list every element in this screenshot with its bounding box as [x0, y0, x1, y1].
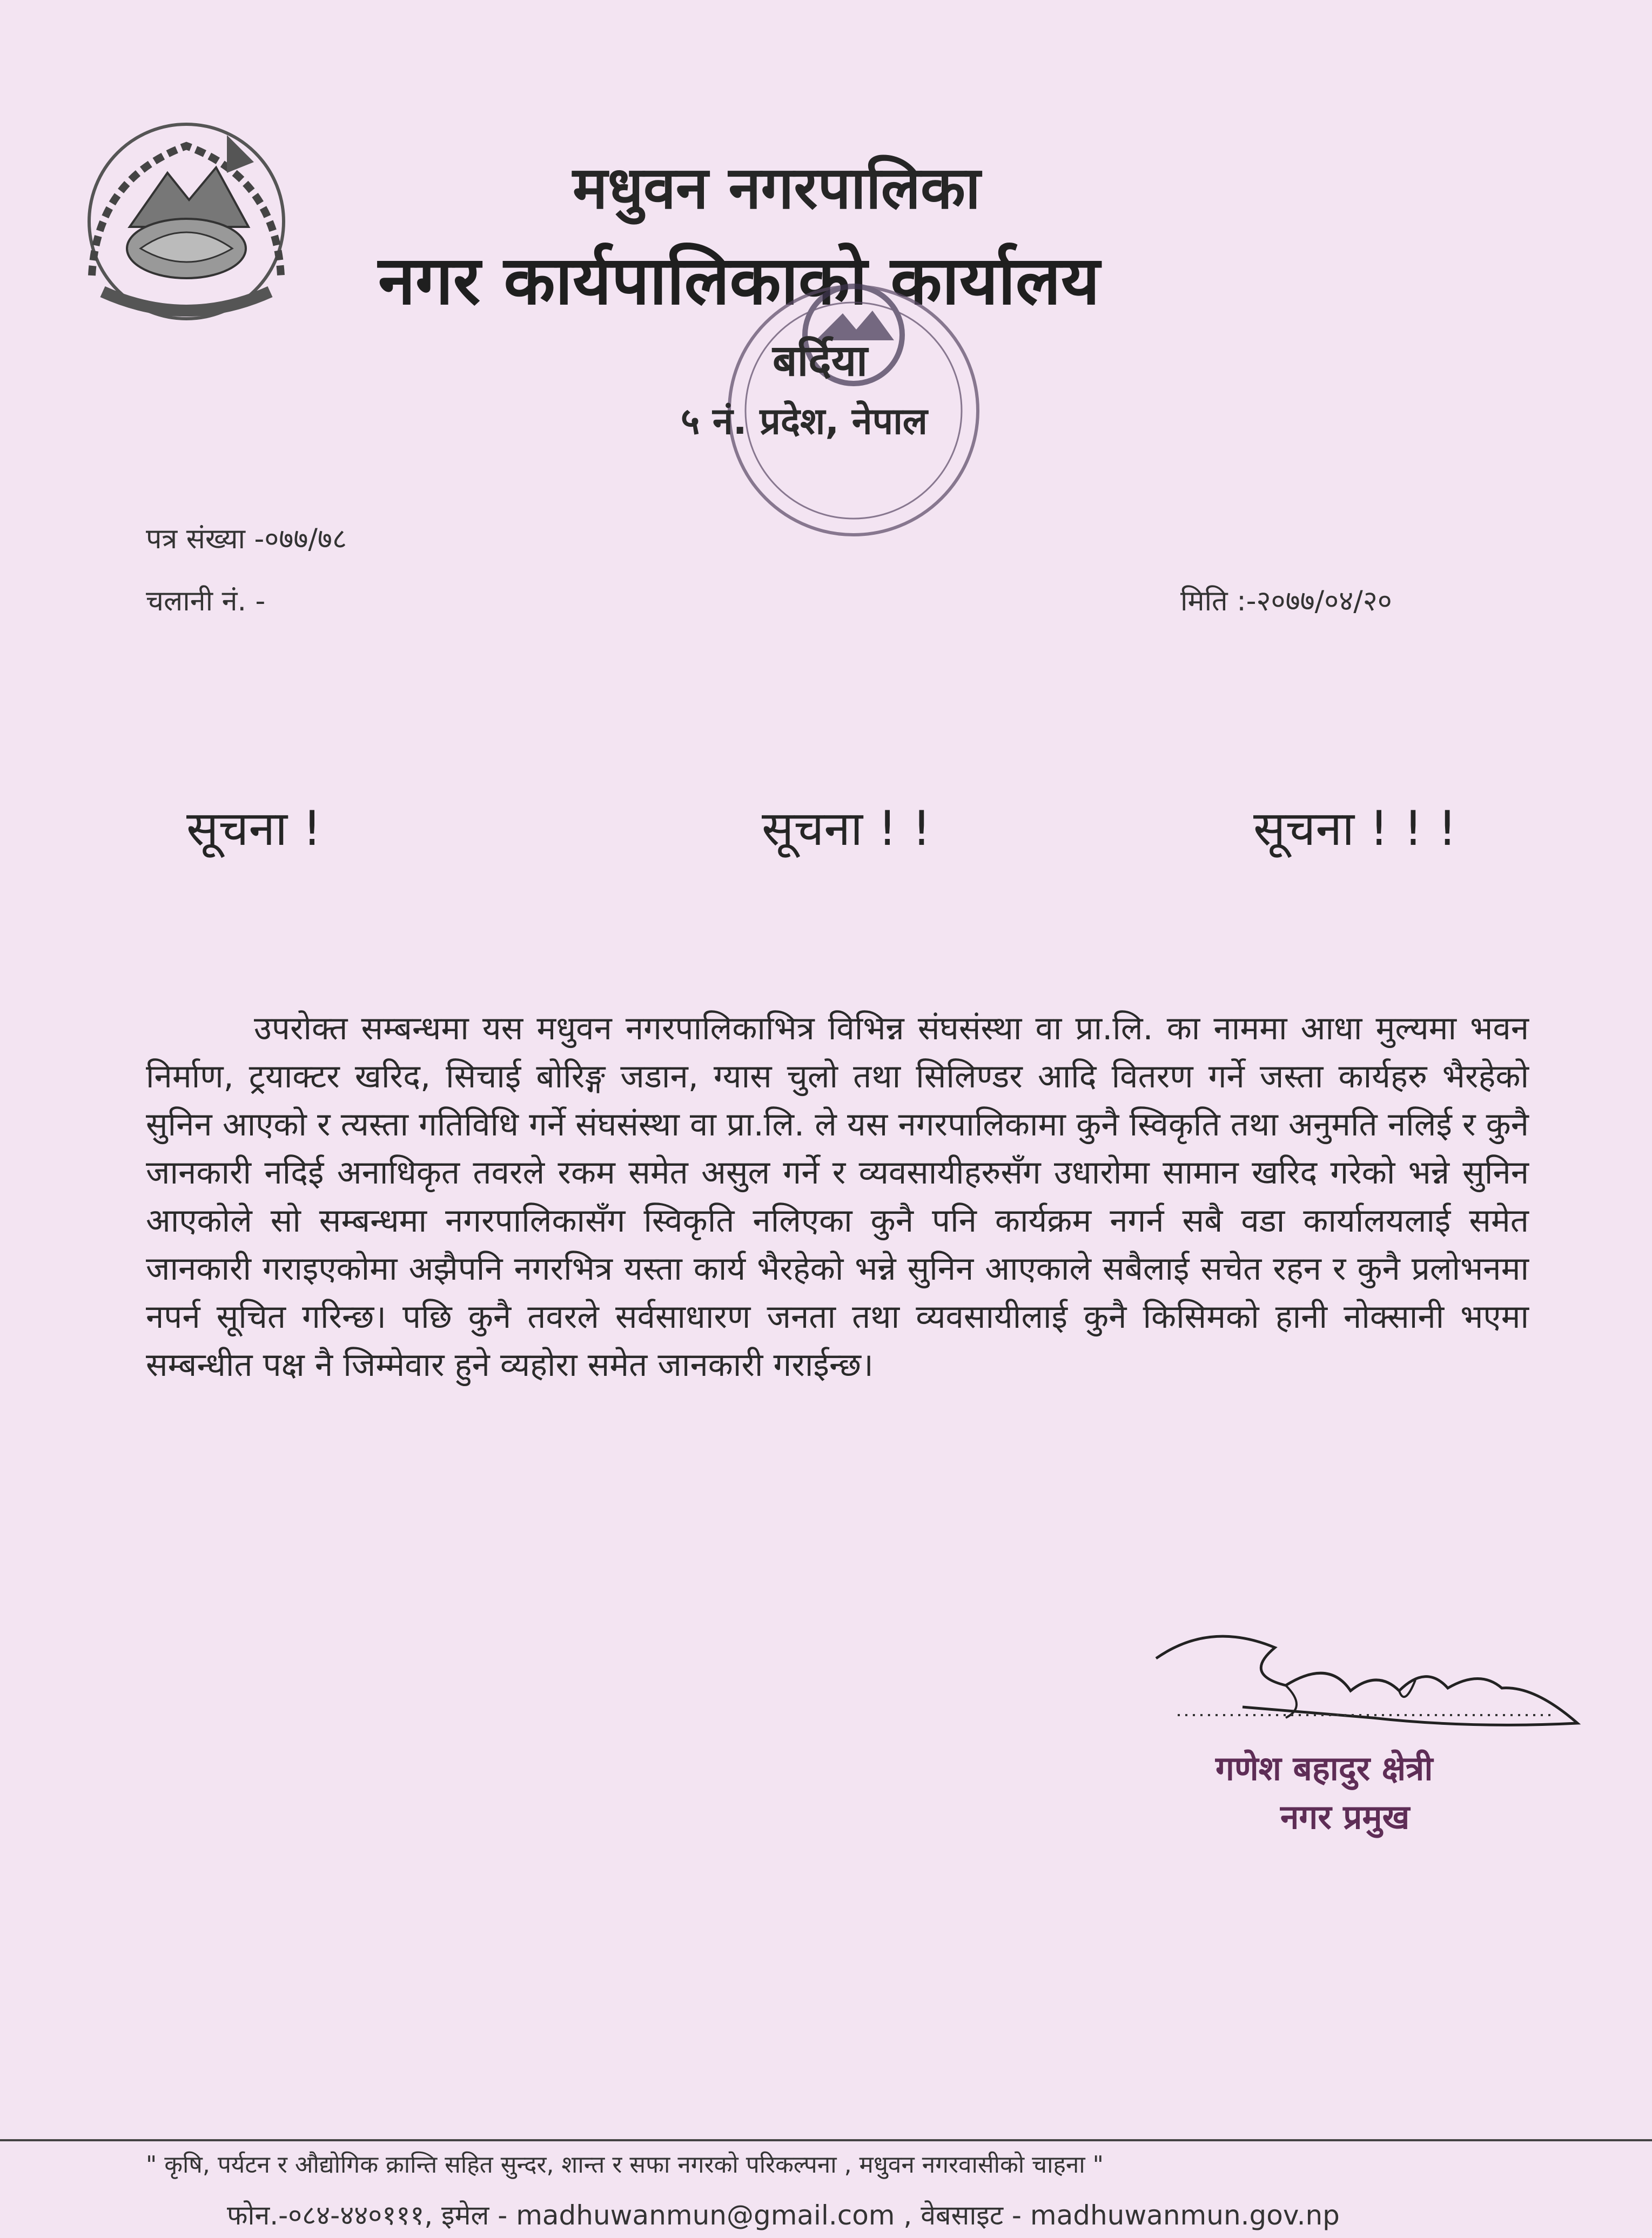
signatory-title: नगर प्रमुख	[1280, 1797, 1410, 1837]
letter-date: मिति :-२०७७/०४/२०	[1180, 585, 1392, 617]
notice-heading-2: सूचना ! !	[762, 801, 931, 856]
notice-heading-1: सूचना !	[186, 801, 322, 856]
footer-contact: फोन.-०८४-४४०१११, इमेल - madhuwanmun@gmail.com , वेबसाइट - madhuwanmun.gov.np	[227, 2200, 1340, 2231]
district-name: बर्दिया	[773, 335, 868, 386]
footer-divider	[0, 2139, 1652, 2141]
province-name: ५ नं. प्रदेश, नेपाल	[681, 400, 928, 443]
signatory-name: गणेश बहादुर क्षेत्री	[1216, 1749, 1433, 1788]
notice-body: उपरोक्त सम्बन्धमा यस मधुवन नगरपालिकाभित्र विभिन्न संघसंस्था वा प्रा.लि. का नाममा आधा मुल्यमा भवन निर्माण, ट्रयाक्टर खरिद, सिचाई बोरिङ्ग जडान, ग्यास चुलो तथा सिलिण्डर आदि वितरण गर्ने जस्ता कार्यहरु भैरहेको सुनिन आएको र त्यस्ता गतिविधि गर्ने संघसंस्था वा प्रा.लि. ले यस नगरपालिकामा कुनै स्विकृति तथा अनुमति नलिई र कुनै जानकारी नदिई अनाधिकृत तवरले रकम समेत असुल गर्ने र व्यवसायीहरुसँग उधारोमा सामान खरिद गरेको भन्ने सुनिन आएकोले सो सम्बन्धमा नगरपालिकासँग स्विकृति नलिएका कुनै पनि कार्यक्रम नगर्न सबै वडा कार्यालयलाई समेत जानकारी गराइएकोमा अझैपनि नगरभित्र यस्ता कार्य भैरहेको भन्ने सुनिन आएकाले सबैलाई सचेत रहन र कुनै प्रलोभनमा नपर्न सूचित गरिन्छ। पछि कुनै तवरले सर्वसाधारण जनता तथा व्यवसायीलाई कुनै किसिमको हानी नोक्सानी भएमा सम्बन्धीत पक्ष नै जिम्मेवार हुने व्यहोरा समेत जानकारी गराईन्छ।	[146, 1010, 1529, 1384]
nepal-emblem-icon	[59, 113, 313, 330]
office-name: नगर कार्यपालिकाको कार्यालय	[378, 242, 1100, 320]
reference-number: पत्र संख्या -०७७/७८	[146, 523, 347, 555]
signature	[1145, 1626, 1588, 1745]
footer-slogan: " कृषि, पर्यटन र औद्योगिक क्रान्ति सहित सुन्दर, शान्त र सफा नगरको परिकल्पना , मधुवन नगरवासीको चाहना "	[146, 2151, 1104, 2179]
municipality-name: मधुवन नगरपालिका	[573, 154, 981, 222]
notice-heading-3: सूचना ! ! !	[1253, 801, 1457, 856]
dispatch-number: चलानी नं. -	[146, 585, 266, 617]
